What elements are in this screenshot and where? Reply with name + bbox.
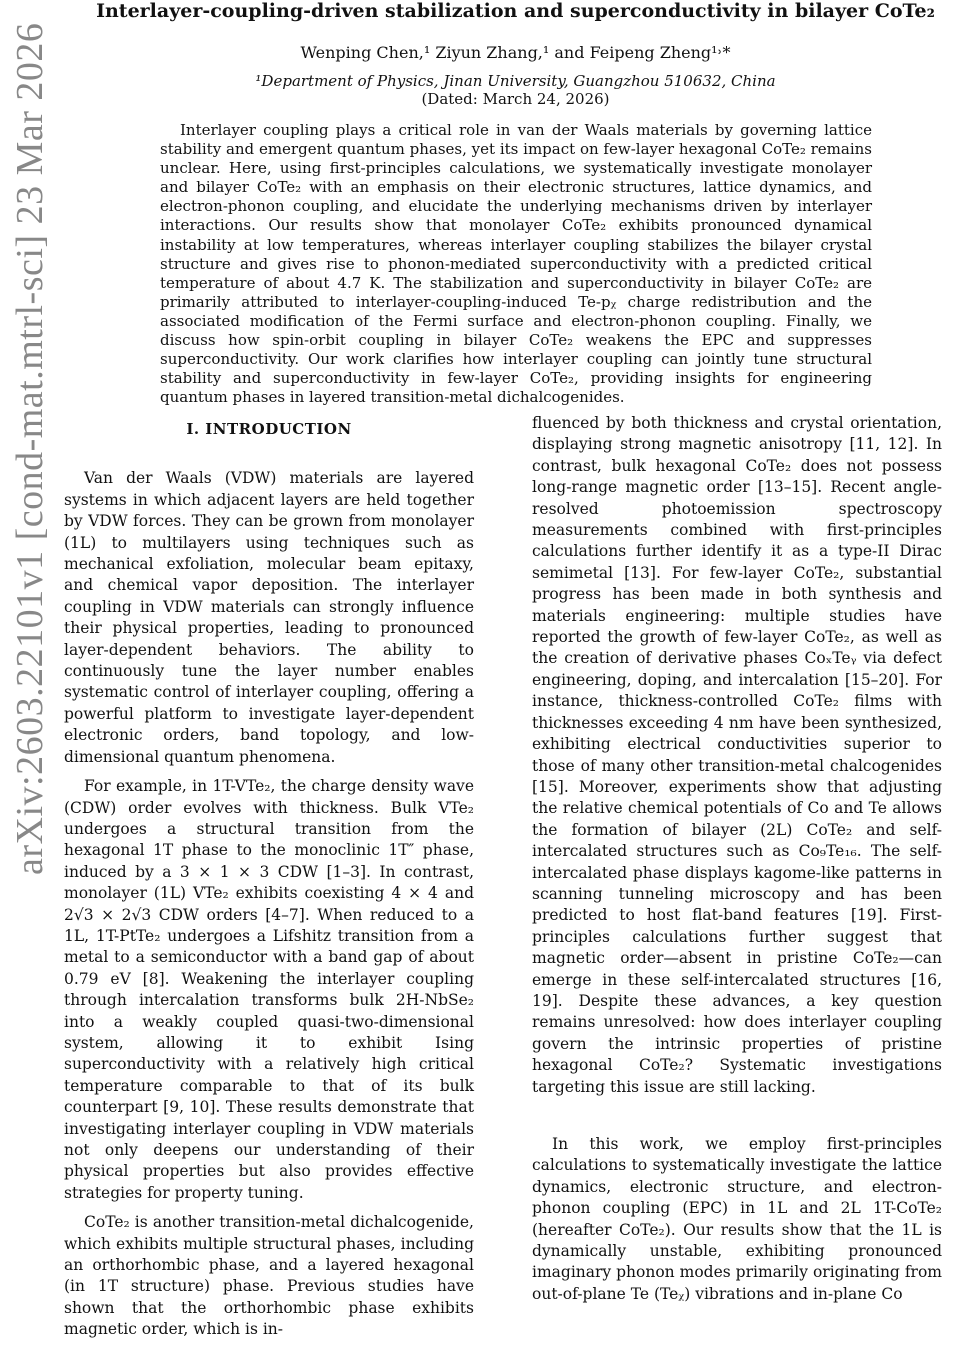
authors-text: Wenping Chen,¹ Ziyun Zhang,¹ and Feipeng Zheng¹˒*	[300, 43, 731, 62]
paragraph: fluenced by both thickness and crystal orientation, displaying strong magnetic anisotropy [11, 12]. In contrast, bulk hexagonal CoTe₂ does not possess long-range magnetic order [13–15]. Recent angle-resolved photoemission spectroscopy measurements combined with first-principles calculations further identify it as a type-II Dirac semimetal [13]. For few-layer CoTe₂, substantial progress has been made in both synthesis and materials engineering: multiple studies have reported the growth of few-layer CoTe₂, as well as the creation of derivative phases CoₓTeᵧ via defect engineering, doping, and intercalation [15–20]. For instance, thickness-controlled CoTe₂ films with thicknesses exceeding 4 nm have been synthesized, exhibiting electrical conductivities superior to those of many other transition-metal chalcogenides [15]. Moreover, experiments show that adjusting the relative chemical potentials of Co and Te allows the formation of bilayer (2L) CoTe₂ and self-intercalated structures such as Co₉Te₁₆. The self-intercalated phase displays kagome-like patterns in scanning tunneling microscopy and has been predicted to host flat-band features [19]. First-principles calculations further suggest that magnetic order—absent in pristine CoTe₂—can emerge in these self-intercalated structures [16, 19]. Despite these advances, a key question remains unresolved: how does interlayer coupling govern the intrinsic properties of pristine hexagonal CoTe₂? Systematic investigations targeting this issue are still lacking.	[532, 414, 942, 1096]
author-list	[60, 43, 971, 63]
paragraph: For example, in 1T-VTe₂, the charge density wave (CDW) order evolves with thickness. Bulk VTe₂ undergoes a structural transition from the hexagonal 1T phase to the monoclinic 1T″ phase, induced by a 3 × 1 × 3 CDW [1–3]. In contrast, monolayer (1L) VTe₂ exhibits coexisting 4 × 4 and 2√3 × 2√3 CDW orders [4–7]. When reduced to a 1L, 1T-PtTe₂ undergoes a Lifshitz transition from a metal to a semiconductor with a band gap of about 0.79 eV [8]. Weakening the interlayer coupling through intercalation transforms bulk 2H-NbSe₂ into a weakly coupled quasi-two-dimensional system, allowing it to exhibit Ising superconductivity with a relatively high critical temperature comparable to that of its bulk counterpart [9, 10]. These results demonstrate that investigating interlayer coupling in VDW materials not only deepens our understanding of their physical properties but also provides effective strategies for property tuning.	[64, 777, 474, 1202]
abstract: Interlayer coupling plays a critical role in van der Waals materials by governing lattice stability and emergent quantum phases, yet its impact on few-layer hexagonal CoTe₂ remains unclear. Here, using first-principles calculations, we systematically investigate monolayer and bilayer CoTe₂ with an emphasis on their electronic structures, lattice dynamics, and electron-phonon coupling, and elucidate the underlying mechanisms driven by interlayer interactions. Our results show that monolayer CoTe₂ exhibits pronounced dynamical instability at low temperatures, whereas interlayer coupling stabilizes the bilayer crystal structure and gives rise to phonon-mediated superconductivity with a predicted critical temperature of about 4.7 K. The stabilization and superconductivity in bilayer CoTe₂ are primarily attributed to interlayer-coupling-induced Te-pᵪ charge redistribution and the associated modification of the Fermi surface and electron-phonon coupling. Finally, we discuss how spin-orbit coupling in bilayer CoTe₂ weakens the EPC and suppresses superconductivity. Our work clarifies how interlayer coupling can jointly tune structural stability and superconductivity in few-layer CoTe₂, providing insights for engineering quantum phases in layered transition-metal dichalcogenides.	[160, 121, 872, 407]
date-line: (Dated: March 24, 2026)	[421, 90, 610, 108]
paragraph: In this work, we employ first-principles calculations to systematically investigate the lattice dynamics, electronic structure, and electron-phonon coupling (EPC) in 1L and 2L 1T-CoTe₂ (hereafter CoTe₂). Our results show that the 1L is dynamically unstable, exhibiting pronounced imaginary phonon modes primarily originating from out-of-plane Te (Teᵪ) vibrations and in-plane Co	[532, 1135, 942, 1303]
paragraph: CoTe₂ is another transition-metal dichalcogenide, which exhibits multiple structural phases, including an orthorhombic phase, and a layered hexagonal (in 1T structure) phase. Previous studies have shown that the orthorhombic phase exhibits magnetic order, which is in-	[64, 1213, 474, 1339]
right-column	[532, 413, 942, 1313]
section-heading: I. INTRODUCTION	[186, 420, 352, 438]
paragraph: Van der Waals (VDW) materials are layered systems in which adjacent layers are held together by VDW forces. They can be grown from monolayer (1L) to multilayers using techniques such as mechanical exfoliation, molecular beam epitaxy, and chemical vapor deposition. The interlayer coupling in VDW materials can strongly influence their physical properties, leading to pronounced layer-dependent behaviors. The ability to continuously tune the layer number enables systematic control of interlayer coupling, offering a powerful platform to investigate layer-dependent electronic orders, band topology, and low-dimensional quantum phenomena.	[64, 469, 474, 766]
left-column	[64, 412, 474, 1349]
arxiv-identifier: arXiv:2603.22101v1 [cond-mat.mtrl-sci] 23 Mar 2026	[9, 22, 51, 875]
affiliation: ¹Department of Physics, Jinan University, Guangzhou 510632, China	[255, 72, 776, 90]
paper-title: Interlayer-coupling-driven stabilization and superconductivity in bilayer CoTe₂	[96, 0, 935, 22]
